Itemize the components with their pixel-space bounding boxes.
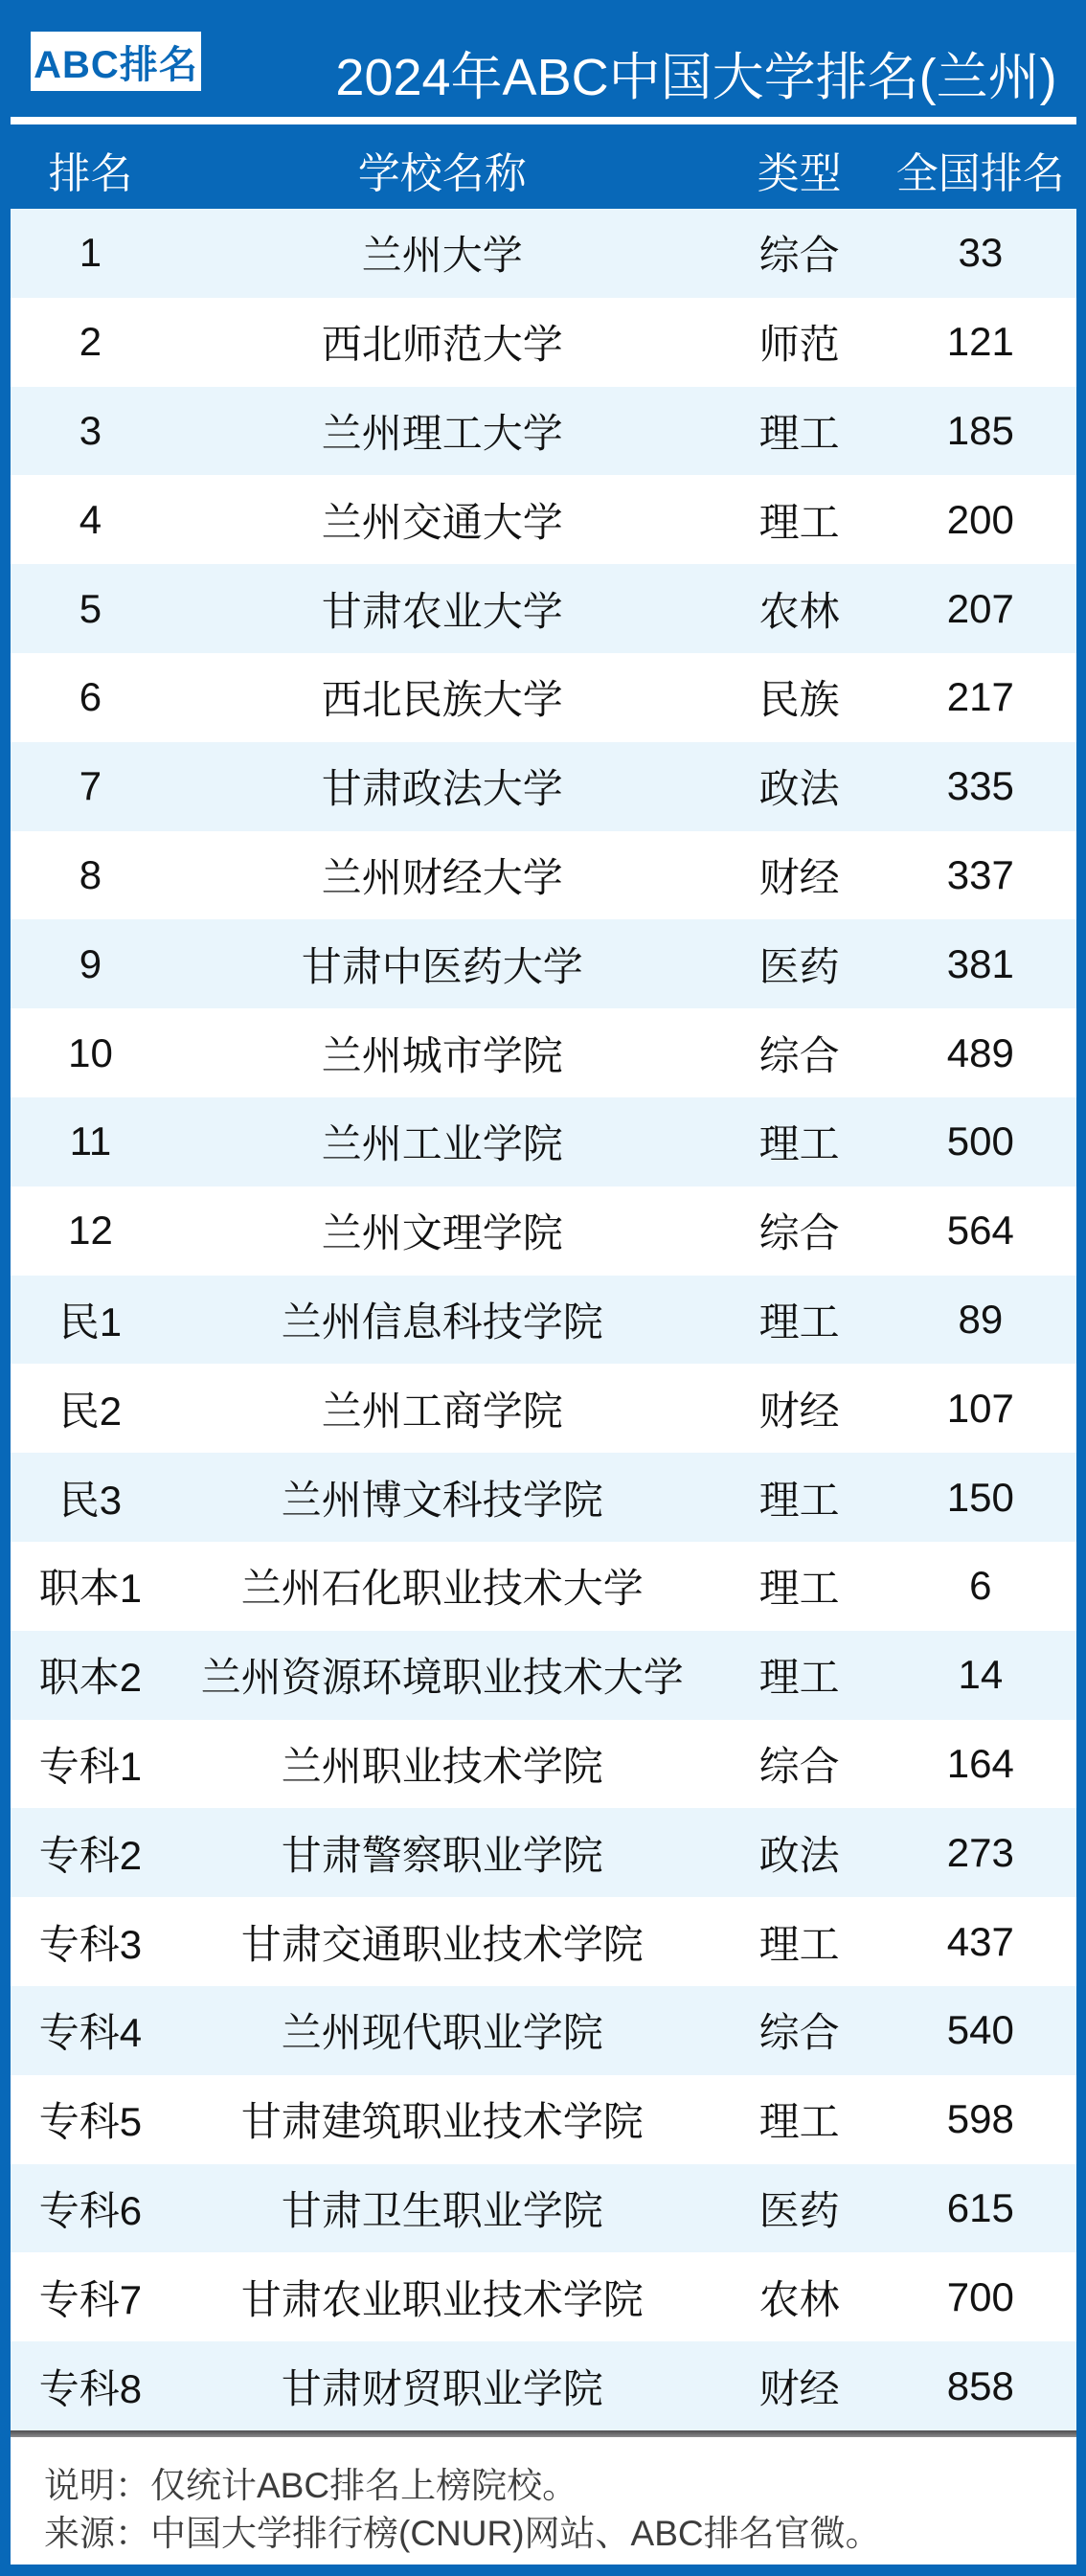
national-rank-cell: 200: [946, 496, 1014, 542]
type-cell: 理工: [758, 1121, 840, 1167]
type-cell: 理工: [758, 1477, 840, 1523]
type-cell: 农林: [758, 588, 840, 634]
table-row: [11, 1276, 1076, 1365]
national-rank-cell: 335: [946, 763, 1014, 809]
ranking-table-card: [11, 209, 1076, 2565]
national-rank-cell: 564: [946, 1208, 1014, 1254]
table-row: [11, 1720, 1076, 1809]
table-row: [11, 475, 1076, 564]
type-cell: 财经: [758, 854, 840, 900]
school-name-cell: 兰州理工大学: [321, 410, 563, 456]
table-row: [11, 2075, 1076, 2164]
badge-label: ABC排名: [34, 43, 198, 86]
table-row: [11, 1008, 1076, 1097]
type-cell: 医药: [758, 943, 840, 989]
school-name-cell: 兰州石化职业技术大学: [240, 1566, 644, 1612]
column-header-type: 类型: [757, 150, 842, 197]
table-row: [11, 298, 1076, 387]
rank-cell: 专科4: [38, 2010, 143, 2056]
rank-cell: 8: [79, 851, 102, 897]
school-name-cell: 西北民族大学: [321, 677, 563, 723]
rank-cell: 9: [79, 940, 102, 986]
school-name-cell: 甘肃政法大学: [321, 766, 563, 812]
type-cell: 理工: [758, 2099, 840, 2145]
table-row: [11, 1631, 1076, 1720]
ranking-table-body: [11, 209, 1076, 2430]
national-rank-cell: 381: [946, 940, 1014, 986]
column-header-national-rank: 全国排名: [895, 150, 1065, 197]
school-name-cell: 兰州资源环境职业技术大学: [200, 1655, 684, 1701]
table-row: [11, 2252, 1076, 2341]
table-row: [11, 1186, 1076, 1276]
type-cell: 理工: [758, 1299, 840, 1344]
table-row: [11, 1897, 1076, 1986]
rank-cell: 民1: [58, 1299, 123, 1344]
type-cell: 财经: [758, 2365, 840, 2411]
table-row: [11, 1986, 1076, 2075]
table-row: [11, 1364, 1076, 1453]
national-rank-cell: 217: [946, 674, 1014, 720]
rank-cell: 专科1: [38, 1743, 143, 1789]
school-name-cell: 甘肃农业大学: [321, 588, 563, 634]
national-rank-cell: 700: [946, 2273, 1014, 2319]
school-name-cell: 甘肃农业职业技术学院: [240, 2276, 644, 2322]
school-name-cell: 甘肃卫生职业学院: [281, 2187, 603, 2233]
footer-source: 来源：中国大学排行榜(CNUR)网站、ABC排名官微。: [44, 2513, 881, 2553]
national-rank-cell: 540: [946, 2007, 1014, 2053]
school-name-cell: 甘肃建筑职业技术学院: [240, 2099, 644, 2145]
national-rank-cell: 185: [946, 407, 1014, 453]
national-rank-cell: 598: [946, 2096, 1014, 2142]
type-cell: 理工: [758, 499, 840, 545]
column-header-row: [11, 130, 1076, 209]
table-row: [11, 564, 1076, 653]
rank-cell: 民2: [58, 1388, 123, 1434]
rank-cell: 职本2: [38, 1655, 143, 1701]
rank-cell: 职本1: [38, 1566, 143, 1612]
national-rank-cell: 437: [946, 1918, 1014, 1964]
type-cell: 理工: [758, 1566, 840, 1612]
rank-cell: 专科5: [38, 2099, 143, 2145]
type-cell: 综合: [758, 233, 840, 279]
national-rank-cell: 150: [946, 1474, 1014, 1520]
school-name-cell: 兰州职业技术学院: [281, 1743, 603, 1789]
rank-cell: 专科2: [38, 1832, 143, 1878]
table-row: [11, 831, 1076, 920]
school-name-cell: 兰州工商学院: [321, 1388, 563, 1434]
type-cell: 综合: [758, 1743, 840, 1789]
national-rank-cell: 858: [946, 2362, 1014, 2408]
table-row: [11, 2341, 1076, 2430]
type-cell: 理工: [758, 1655, 840, 1701]
type-cell: 民族: [758, 677, 840, 723]
rank-cell: 12: [68, 1208, 113, 1254]
footer: [11, 2437, 1076, 2565]
rank-cell: 6: [79, 674, 102, 720]
school-name-cell: 甘肃财贸职业学院: [281, 2365, 603, 2411]
header: [0, 0, 1086, 209]
national-rank-cell: 89: [958, 1296, 1004, 1342]
national-rank-cell: 164: [946, 1740, 1014, 1786]
page-title: 2024年ABC中国大学排名(兰州): [335, 49, 1057, 106]
rank-cell: 11: [69, 1119, 112, 1164]
national-rank-cell: 33: [958, 230, 1004, 276]
school-name-cell: 兰州博文科技学院: [281, 1477, 603, 1523]
table-row: [11, 1808, 1076, 1897]
national-rank-cell: 121: [946, 319, 1014, 365]
school-name-cell: 兰州财经大学: [321, 854, 563, 900]
school-name-cell: 兰州文理学院: [321, 1210, 563, 1256]
school-name-cell: 西北师范大学: [321, 322, 563, 368]
table-row: [11, 1453, 1076, 1542]
national-rank-cell: 500: [946, 1119, 1014, 1164]
rank-cell: 专科6: [38, 2187, 143, 2233]
school-name-cell: 甘肃交通职业技术学院: [240, 1921, 644, 1967]
rank-cell: 专科7: [38, 2276, 143, 2322]
rank-cell: 民3: [58, 1477, 123, 1523]
national-rank-cell: 207: [946, 585, 1014, 631]
rank-cell: 1: [79, 230, 102, 276]
rank-cell: 4: [79, 496, 102, 542]
header-divider: [11, 117, 1076, 124]
rank-cell: 2: [79, 319, 102, 365]
type-cell: 理工: [758, 1921, 840, 1967]
rank-cell: 专科8: [38, 2365, 143, 2411]
table-row: [11, 209, 1076, 298]
type-cell: 师范: [758, 322, 840, 368]
type-cell: 政法: [758, 1832, 840, 1878]
rank-cell: 专科3: [38, 1921, 143, 1967]
table-row: [11, 653, 1076, 742]
column-header-school: 学校名称: [357, 150, 527, 197]
national-rank-cell: 273: [946, 1829, 1014, 1875]
type-cell: 综合: [758, 1032, 840, 1078]
footer-note: 说明：仅统计ABC排名上榜院校。: [44, 2465, 578, 2505]
national-rank-cell: 14: [958, 1652, 1004, 1698]
school-name-cell: 兰州现代职业学院: [281, 2010, 603, 2056]
national-rank-cell: 489: [946, 1029, 1014, 1075]
national-rank-cell: 107: [946, 1385, 1014, 1431]
rank-cell: 10: [68, 1029, 113, 1075]
type-cell: 政法: [758, 766, 840, 812]
school-name-cell: 甘肃警察职业学院: [281, 1832, 603, 1878]
abc-ranking-badge: [31, 32, 201, 91]
table-row: [11, 919, 1076, 1008]
rank-cell: 3: [79, 407, 102, 453]
school-name-cell: 兰州交通大学: [321, 499, 563, 545]
table-row: [11, 1542, 1076, 1631]
school-name-cell: 兰州大学: [361, 233, 523, 279]
school-name-cell: 兰州城市学院: [321, 1032, 563, 1078]
type-cell: 综合: [758, 2010, 840, 2056]
type-cell: 财经: [758, 1388, 840, 1434]
type-cell: 综合: [758, 1210, 840, 1256]
type-cell: 农林: [758, 2276, 840, 2322]
table-row: [11, 742, 1076, 831]
national-rank-cell: 337: [946, 851, 1014, 897]
type-cell: 医药: [758, 2187, 840, 2233]
school-name-cell: 兰州信息科技学院: [281, 1299, 603, 1344]
table-row: [11, 2164, 1076, 2253]
ranking-table: [11, 209, 1076, 2430]
school-name-cell: 兰州工业学院: [321, 1121, 563, 1167]
footer-divider: [11, 2430, 1076, 2437]
type-cell: 理工: [758, 410, 840, 456]
national-rank-cell: 615: [946, 2184, 1014, 2230]
rank-cell: 7: [79, 763, 102, 809]
rank-cell: 5: [79, 585, 102, 631]
national-rank-cell: 6: [969, 1563, 992, 1609]
table-row: [11, 1097, 1076, 1186]
table-row: [11, 387, 1076, 476]
school-name-cell: 甘肃中医药大学: [301, 943, 583, 989]
column-header-rank: 排名: [48, 150, 133, 197]
